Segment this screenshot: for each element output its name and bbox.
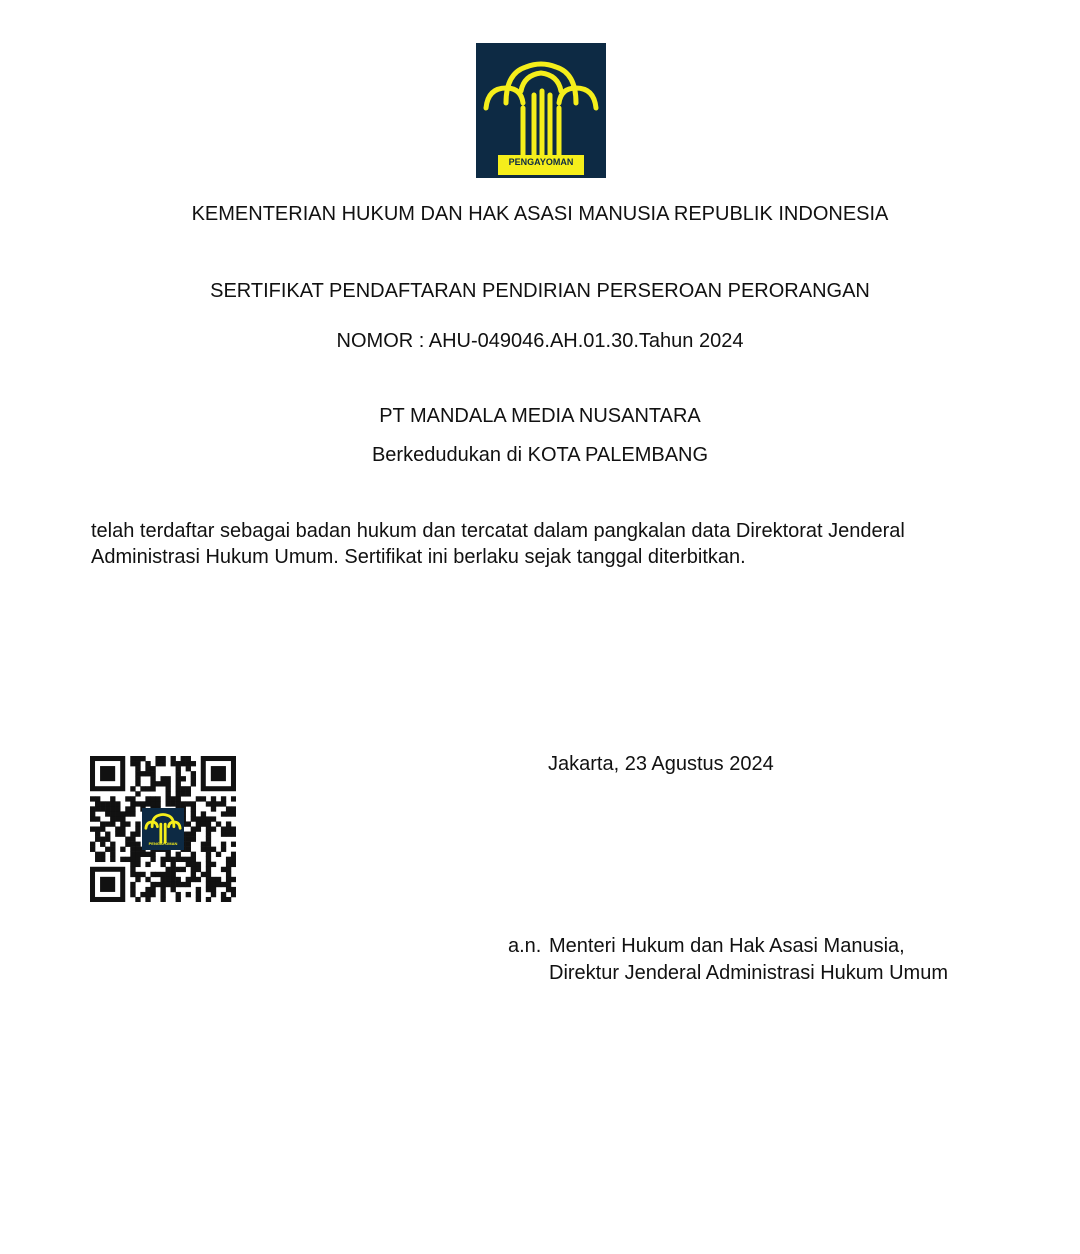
qr-logo-caption: PENGAYOMAN [148,841,178,846]
place-and-date: Jakarta, 23 Agustus 2024 [548,753,774,775]
qr-logo [142,808,184,850]
certificate-body: telah terdaftar sebagai badan hukum dan tercatat dalam pangkalan data Direktorat Jenderal Administrasi Hukum Umum. Sertifikat ini berlaku sejak tanggal diterbitkan. [91,520,905,568]
company-domicile: Berkedudukan di KOTA PALEMBANG [371,444,709,466]
on-behalf-prefix: a.n. [508,935,542,957]
logo-caption: PENGAYOMAN [508,157,574,167]
certificate-number: NOMOR : AHU-049046.AH.01.30.Tahun 2024 [336,330,744,352]
qr-code [90,756,236,902]
pengayoman-logo [476,43,606,178]
signatory-line-2: Direktur Jenderal Administrasi Hukum Umum [549,962,949,984]
ministry-name: KEMENTERIAN HUKUM DAN HAK ASASI MANUSIA REPUBLIK INDONESIA [191,203,889,225]
company-name: PT MANDALA MEDIA NUSANTARA [379,405,701,427]
certificate-title: SERTIFIKAT PENDAFTARAN PENDIRIAN PERSEROAN PERORANGAN [210,280,870,302]
signatory-line-1: Menteri Hukum dan Hak Asasi Manusia, [549,935,905,957]
